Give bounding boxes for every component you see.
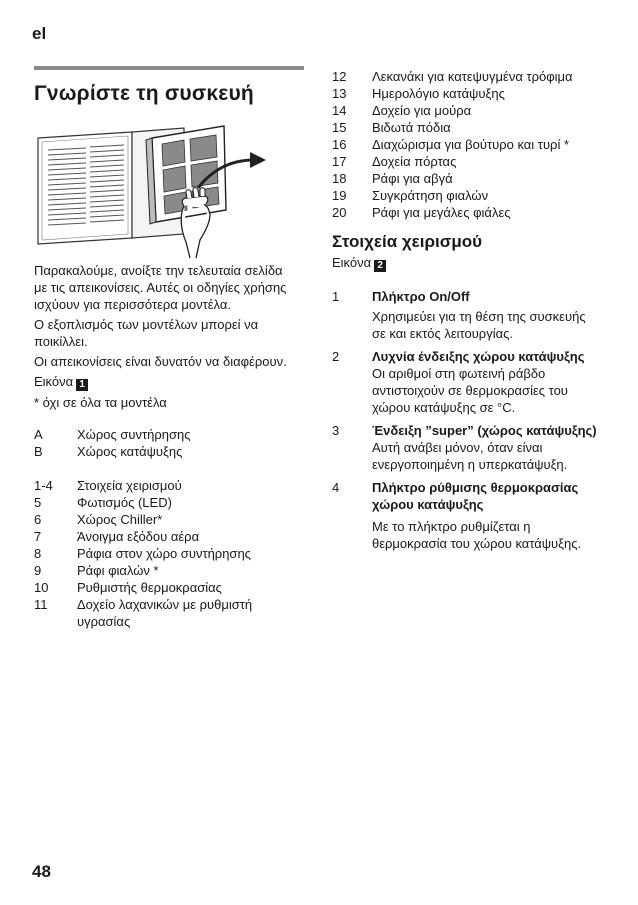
list-item (34, 596, 296, 630)
control-description: Οι αριθμοί στη φωτεινή ράβδο αντιστοιχούν σε θερμοκρασίες του χώρου κατάψυξης σε °C. (372, 366, 568, 415)
manual-fold-out-illustration (34, 118, 280, 260)
list-item (34, 426, 296, 443)
list-item (34, 528, 296, 545)
item-label: Ημερολόγιο κατάψυξης (372, 86, 505, 101)
item-label: Ρυθμιστής θερμοκρασίας (77, 580, 222, 595)
control-name: Πλήκτρο On/Off (372, 289, 470, 304)
item-label: Δοχεία πόρτας (372, 154, 457, 169)
item-label: Δοχείο για μούρα (372, 103, 472, 118)
item-key: 9 (34, 563, 42, 578)
item-label: Συγκράτηση φιαλών (372, 188, 489, 203)
item-key: 2 (332, 349, 340, 364)
item-key: 17 (332, 154, 347, 169)
control-name: Ένδειξη ”super” (χώρος κατάψυξης) (372, 423, 597, 438)
item-key: 4 (332, 480, 340, 495)
figure-reference (332, 254, 602, 272)
item-label: Ράφι φιαλών * (77, 563, 159, 578)
item-label: Ράφια στον χώρο συντήρησης (77, 546, 251, 561)
list-item (332, 153, 602, 170)
intro-paragraph: Οι απεικονίσεις είναι δυνατόν να διαφέρουν. (34, 354, 287, 369)
figure-reference (34, 373, 296, 391)
item-label: Λεκανάκι για κατεψυγμένα τρόφιμα (372, 69, 573, 84)
figure-number-badge: 1 (76, 379, 88, 391)
list-item (34, 494, 296, 511)
list-item (332, 85, 602, 102)
control-item (332, 348, 602, 416)
intro-paragraph: Ο εξοπλισμός των μοντέλων μπορεί να ποικίλλει. (34, 317, 259, 349)
item-key: 6 (34, 512, 42, 527)
item-key: 10 (34, 580, 49, 595)
item-key: 3 (332, 423, 340, 438)
item-key: 14 (332, 103, 347, 118)
list-item (332, 170, 602, 187)
item-label: Χώρος κατάψυξης (77, 444, 183, 459)
item-key: 5 (34, 495, 42, 510)
item-label: Άνοιγμα εξόδου αέρα (77, 529, 200, 544)
item-label: Στοιχεία χειρισμού (77, 478, 182, 493)
list-item (332, 68, 602, 85)
item-label: Ράφι για μεγάλες φιάλες (372, 205, 511, 220)
item-label: Φωτισμός (LED) (77, 495, 172, 510)
item-key: 16 (332, 137, 347, 152)
item-label: Διαχώρισμα για βούτυρο και τυρί * (372, 137, 570, 152)
item-label: Δοχείο λαχανικών με ρυθμιστή υγρασίας (77, 597, 253, 629)
control-description: Αυτή ανάβει μόνον, όταν είναι ενεργοποιημένη η υπερκατάψυξη. (372, 440, 568, 472)
right-column (332, 68, 602, 552)
heading-rule (34, 66, 304, 70)
item-key: 7 (34, 529, 42, 544)
list-item (332, 119, 602, 136)
parts-list-right (332, 68, 602, 221)
controls-list (332, 288, 602, 552)
control-description: Με το πλήκτρο ρυθμίζεται η θερμοκρασία του χώρου κατάψυξης. (372, 519, 582, 551)
item-key: B (34, 444, 43, 459)
note: * όχι σε όλα τα μοντέλα (34, 395, 167, 410)
item-key: 12 (332, 69, 347, 84)
figure-label: Εικόνα (332, 255, 372, 270)
language-code: el (32, 24, 47, 43)
item-key: 1-4 (34, 478, 53, 493)
item-label: Βιδωτά πόδια (372, 120, 451, 135)
list-item (34, 477, 296, 494)
list-item (332, 102, 602, 119)
list-item (34, 579, 296, 596)
list-item (332, 187, 602, 204)
item-key: 18 (332, 171, 347, 186)
list-item (332, 204, 602, 221)
item-key: 1 (332, 289, 340, 304)
list-item (34, 443, 296, 460)
item-key: 19 (332, 188, 347, 203)
item-key: 11 (34, 597, 48, 612)
page-number: 48 (32, 862, 51, 881)
section-title: Στοιχεία χειρισμού (332, 232, 483, 251)
zones-list (34, 426, 296, 460)
parts-list-left (34, 477, 296, 630)
intro-paragraph: Παρακαλούμε, ανοίξτε την τελευταία σελίδα με τις απεικονίσεις. Αυτές οι οδηγίες χρήσης ισχύουν για περισσότερα μοντέλα. (34, 263, 287, 312)
item-label: Ράφι για αβγά (372, 171, 453, 186)
page-title: Γνωρίστε τη συσκευή (34, 82, 254, 105)
item-key: 15 (332, 120, 347, 135)
control-item (332, 288, 602, 342)
item-key: 13 (332, 86, 347, 101)
item-key: A (34, 427, 43, 442)
control-item (332, 479, 602, 552)
item-label: Χώρος συντήρησης (77, 427, 191, 442)
list-item (34, 511, 296, 528)
item-key: 8 (34, 546, 42, 561)
control-description: Χρησιμεύει για τη θέση της συσκευής σε και εκτός λειτουργίας. (372, 309, 586, 341)
figure-number-badge: 2 (374, 260, 386, 272)
figure-label: Εικόνα (34, 374, 74, 389)
list-item (34, 545, 296, 562)
item-key: 20 (332, 205, 347, 220)
control-item (332, 422, 602, 473)
control-name: Πλήκτρο ρύθμισης θερμοκρασίας χώρου κατάψυξης (372, 480, 579, 512)
list-item (332, 136, 602, 153)
item-label: Χώρος Chiller* (77, 512, 163, 527)
list-item (34, 562, 296, 579)
left-column (34, 262, 296, 630)
control-name: Λυχνία ένδειξης χώρου κατάψυξης (372, 349, 585, 364)
